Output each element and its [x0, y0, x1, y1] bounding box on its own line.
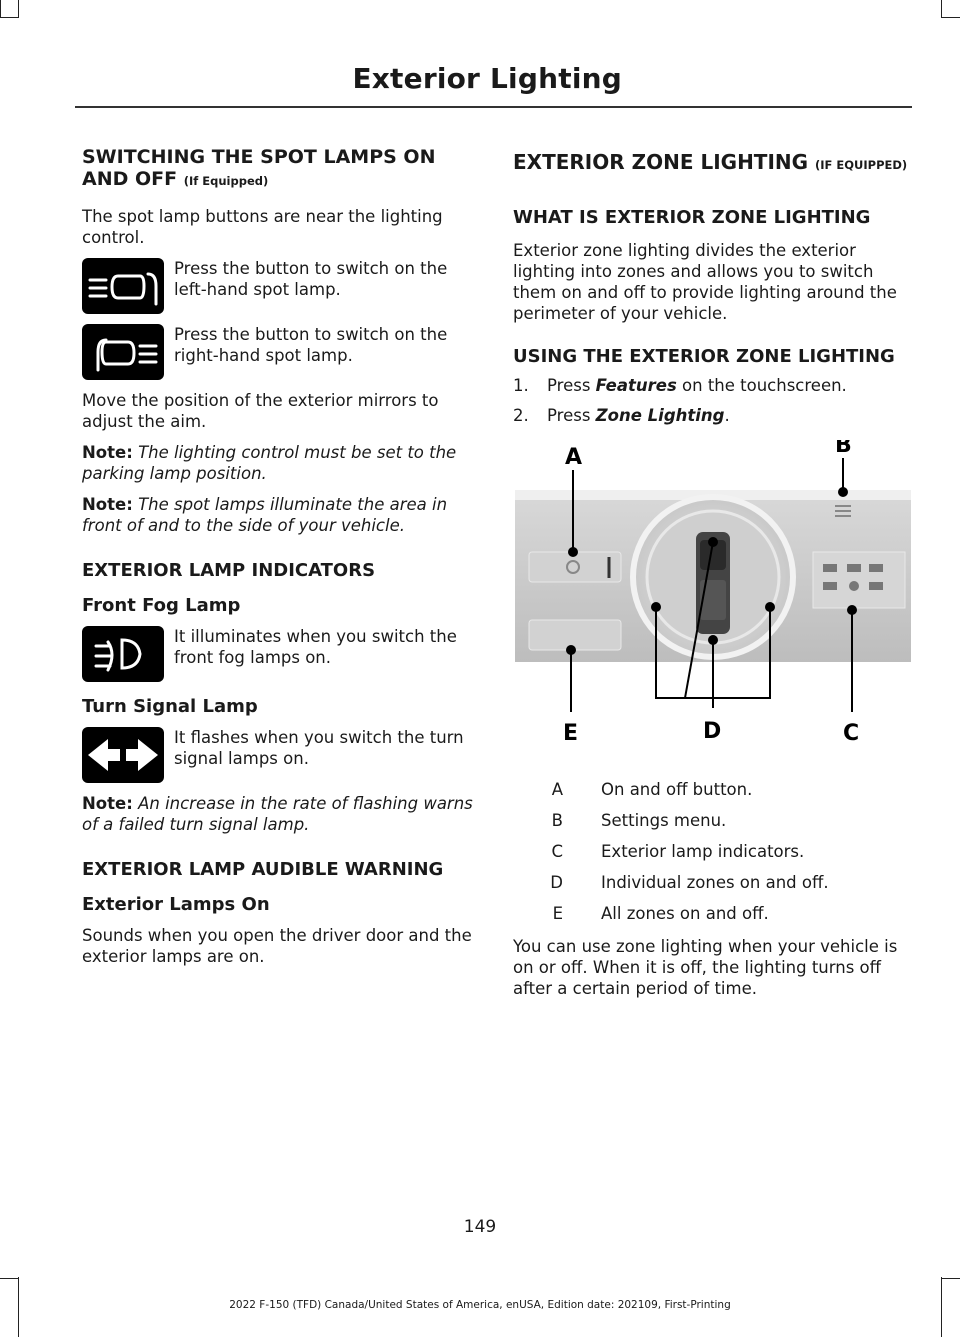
figure-label-d: D [703, 719, 722, 744]
fog-row [82, 626, 482, 682]
spot-left-text: Press the button to switch on the left-hand spot lamp. [174, 259, 448, 299]
what-is-heading: WHAT IS EXTERIOR ZONE LIGHTING [513, 207, 871, 228]
crop-mark [0, 0, 1, 18]
crop-mark [941, 0, 942, 18]
left-spot-lamp-icon [82, 258, 164, 314]
spot-left-row [82, 258, 482, 314]
note-3: Note: An increase in the rate of flashing warns of a failed turn signal lamp. [82, 794, 473, 834]
left-column [82, 146, 482, 977]
crop-mark [0, 1278, 18, 1279]
page-footer: 2022 F-150 (TFD) Canada/United States of America, enUSA, Edition date: 202109, First-Printing [229, 1299, 731, 1311]
figure-label-c: C [843, 721, 860, 746]
legend-row: D Individual zones on and off. [550, 873, 829, 892]
indicators-heading: EXTERIOR LAMP INDICATORS [82, 560, 376, 581]
right-column [513, 146, 908, 1009]
step-2: 2. Press Zone Lighting. [513, 406, 730, 425]
spot-intro-text: The spot lamp buttons are near the lighting control. [82, 207, 443, 247]
turn-signal-text: It flashes when you switch the turn signal lamps on. [174, 728, 464, 768]
note-2: Note: The spot lamps illuminate the area in front of and to the side of your vehicle. [82, 495, 448, 535]
legend-row: E All zones on and off. [552, 904, 769, 923]
crop-mark [18, 0, 19, 18]
turn-signal-heading: Turn Signal Lamp [82, 696, 258, 717]
front-fog-lamp-icon [82, 626, 164, 682]
figure-label-e: E [563, 721, 579, 746]
fog-lamp-text: It illuminates when you switch the front fog lamps on. [174, 627, 457, 667]
header-rule [75, 106, 912, 108]
spot-right-text: Press the button to switch on the right-hand spot lamp. [174, 325, 448, 365]
page-title: Exterior Lighting [352, 62, 622, 95]
turn-signal-icon [82, 727, 164, 783]
figure-label-b: B [835, 440, 852, 458]
if-equipped-label: (If Equipped) [183, 174, 269, 188]
zone-lighting-figure [513, 440, 911, 755]
zone-lighting-illustration [513, 440, 911, 755]
note-1: Note: The lighting control must be set to the parking lamp position. [82, 443, 457, 483]
figure-label-a: A [565, 445, 583, 470]
closing-text: You can use zone lighting when your vehicle is on or off. When it is off, the lighting turns off after a certain period of time. [513, 937, 898, 998]
figure-legend [513, 779, 908, 924]
zone-lighting-heading: EXTERIOR ZONE LIGHTING (IF EQUIPPED) [513, 150, 908, 174]
step-1: 1. Press Features on the touchscreen. [513, 376, 847, 395]
right-spot-lamp-icon [82, 324, 164, 380]
using-heading: USING THE EXTERIOR ZONE LIGHTING [513, 346, 895, 367]
lamps-on-text: Sounds when you open the driver door and the exterior lamps are on. [82, 926, 472, 966]
steps-list [513, 375, 908, 426]
crop-mark [942, 17, 960, 18]
turn-row [82, 727, 482, 783]
legend-row: B Settings menu. [551, 811, 727, 830]
what-is-text: Exterior zone lighting divides the exterior lighting into zones and allows you to switch them on and off to provide lighting around the perimeter of your vehicle. [513, 241, 897, 323]
crop-mark [942, 1278, 960, 1279]
lamps-on-heading: Exterior Lamps On [82, 894, 270, 915]
legend-row: A On and off button. [551, 780, 753, 799]
audible-warning-heading: EXTERIOR LAMP AUDIBLE WARNING [82, 859, 444, 880]
page-number: 149 [463, 1217, 497, 1237]
fog-lamp-heading: Front Fog Lamp [82, 595, 241, 616]
if-equipped-label: (IF EQUIPPED) [815, 158, 908, 172]
spot-mirror-text: Move the position of the exterior mirrors to adjust the aim. [82, 391, 439, 431]
crop-mark [0, 17, 18, 18]
spot-lamps-heading: SWITCHING THE SPOT LAMPS ON AND OFF (If Equipped) [82, 146, 436, 190]
spot-right-row [82, 324, 482, 380]
legend-row: C Exterior lamp indicators. [551, 842, 805, 861]
